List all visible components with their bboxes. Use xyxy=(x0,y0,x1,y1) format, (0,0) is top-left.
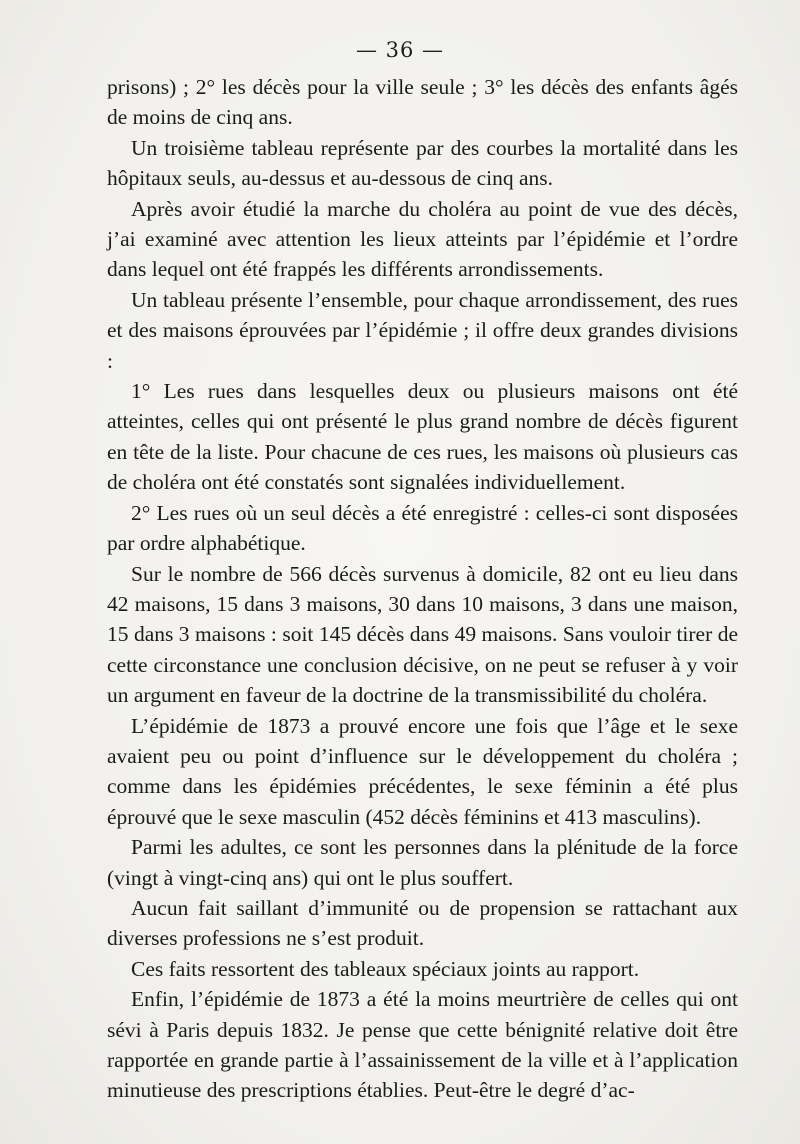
paragraph-age-sex: L’épidémie de 1873 a prouvé encore une fois que l’âge et le sexe avaient peu ou point d’influence sur le développement du choléra ; comme dans les épidémies précédentes, le sexe féminin a été plus éprouvé que le sexe masculin (452 décès féminins et 413 masculins). xyxy=(107,713,738,829)
paragraph-division-2: 2° Les rues où un seul décès a été enregistré : celles-ci sont disposées par ordre alphabétique. xyxy=(107,500,738,556)
paragraph-arrondissement-table: Un tableau présente l’ensemble, pour chaque arrondissement, des rues et des maisons éprouvées par l’épidémie ; il offre deux grandes divisions : xyxy=(107,287,738,373)
page-number: — 36 — xyxy=(355,38,445,62)
paragraph-conclusion: Enfin, l’épidémie de 1873 a été la moins meurtrière de celles qui ont sévi à Paris depuis 1832. Je pense que cette bénignité relative doit être rapportée en grande partie à l’assainissement de la ville et à l’application minutieuse des prescriptions établies. Peut-être le degré d’ac- xyxy=(107,987,738,1103)
paragraph-division-1: 1° Les rues dans lesquelles deux ou plusieurs maisons ont été atteintes, celles qui ont présenté le plus grand nombre de décès figurent en tête de la liste. Pour chacune de ces rues, les maisons où plusieurs cas de choléra ont été constatés sont signalées individuellement. xyxy=(107,379,738,495)
paragraph-deaths-at-home: Sur le nombre de 566 décès survenus à domicile, 82 ont eu lieu dans 42 maisons, 15 dans 3 maisons, 30 dans 10 maisons, 3 dans une maison, 15 dans 3 maisons : soit 145 décès dans 49 maisons. Sans vouloir tirer de cette circonstance une conclusion décisive, on ne peut se refuser à y voir un argument en faveur de la doctrine de la transmissibilité du choléra. xyxy=(107,561,738,708)
paragraph-special-tables: Ces faits ressortent des tableaux spéciaux joints au rapport. xyxy=(131,956,640,981)
paragraph-places-examined: Après avoir étudié la marche du choléra au point de vue des décès, j’ai examiné avec attention les lieux atteints par l’épidémie et l’ordre dans lequel ont été frappés les différents arrondissements. xyxy=(107,196,738,282)
paragraph-professions: Aucun fait saillant d’immunité ou de propension se rattachant aux diverses professions ne s’est produit. xyxy=(107,895,738,951)
paragraph-1-continuation: prisons) ; 2° les décès pour la ville seule ; 3° les décès des enfants âgés de moins de cinq ans. xyxy=(107,75,738,130)
paragraph-third-table: Un troisième tableau représente par des courbes la mortalité dans les hôpitaux seuls, au-dessus et au-dessous de cinq ans. xyxy=(107,135,738,191)
paragraph-adults: Parmi les adultes, ce sont les personnes dans la plénitude de la force (vingt à vingt-cinq ans) qui ont le plus souffert. xyxy=(107,835,738,890)
body-text xyxy=(107,72,738,1106)
